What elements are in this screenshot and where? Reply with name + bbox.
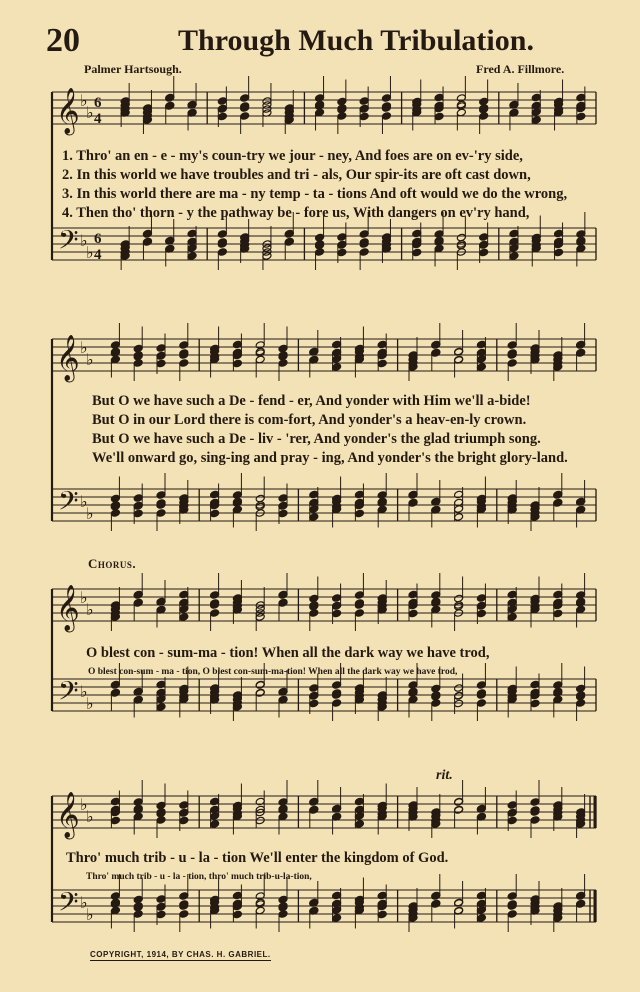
- note-chord: [476, 584, 486, 625]
- note-chord: [165, 219, 175, 267]
- chorus-label: Chorus.: [88, 556, 137, 571]
- ritardando-mark: rit.: [436, 768, 453, 783]
- hymn-title: Through Much Tribulation.: [178, 24, 534, 57]
- verse-1-line-b: But O we have such a De - fend - er, And yonder with Him we'll a-bide!: [92, 393, 531, 409]
- verse-3-line-a: 3. In this world there are ma - ny temp - ta - tions And oft would we do the wrong,: [62, 186, 568, 202]
- note-chord: [576, 573, 586, 628]
- note-chord: [110, 477, 120, 532]
- note-chord: [354, 327, 364, 378]
- note-chord: [507, 480, 517, 524]
- note-chord: [553, 787, 563, 831]
- note-chord: [255, 323, 265, 378]
- flat-icon: ♭: [86, 602, 94, 619]
- note-chord: [278, 878, 288, 933]
- note-chord: [509, 83, 519, 131]
- note-chord: [431, 480, 441, 528]
- verse-4-line-a: 4. Then tho' thorn - y the pathway be - fore us, With dangers on ev'ry hand,: [62, 205, 530, 221]
- note-chord: [553, 337, 563, 381]
- flat-icon: ♭: [86, 506, 94, 523]
- note-chord: [454, 577, 464, 632]
- note-chord: [530, 487, 540, 531]
- time-signature-bottom: 4: [94, 247, 102, 263]
- flat-icon: ♭: [86, 696, 94, 713]
- note-chord: [309, 487, 319, 521]
- note-chord: [179, 480, 189, 524]
- note-chord: [232, 473, 242, 528]
- flat-icon: ♭: [80, 684, 88, 701]
- note-chord: [507, 874, 517, 932]
- note-chord: [576, 480, 586, 528]
- note-chord: [479, 223, 489, 264]
- note-chord: [412, 80, 422, 131]
- note-chord: [156, 677, 166, 711]
- note-chord: [377, 784, 387, 835]
- note-chord: [232, 784, 242, 835]
- note-chord: [381, 76, 391, 134]
- note-chord: [507, 791, 517, 832]
- note-chord: [381, 219, 391, 263]
- final-lyrics-main: Thro' much trib - u - la - tion We'll enter the kingdom of God.: [66, 850, 449, 866]
- note-chord: [179, 874, 189, 932]
- note-chord: [431, 573, 441, 628]
- note-chord: [454, 330, 464, 378]
- flat-icon: ♭: [86, 245, 94, 262]
- flat-icon: ♭: [86, 809, 94, 826]
- note-chord: [454, 487, 464, 521]
- flat-icon: ♭: [80, 233, 88, 250]
- treble-clef-icon: 𝄞: [56, 585, 80, 631]
- chorus-lyrics-echo: O blest con-sum - ma - tion, O blest con-sum-ma-tion! When all the dark way we have trod,: [88, 667, 458, 677]
- flat-icon: ♭: [80, 895, 88, 912]
- note-chord: [576, 794, 586, 838]
- note-chord: [309, 881, 319, 929]
- note-chord: [507, 587, 517, 621]
- note-chord: [553, 888, 563, 932]
- flat-icon: ♭: [80, 494, 88, 511]
- note-chord: [530, 330, 540, 374]
- note-chord: [332, 477, 342, 528]
- note-chord: [255, 587, 265, 631]
- note-chord: [309, 577, 319, 632]
- composer-credit: Fred A. Fillmore.: [476, 62, 565, 76]
- note-chord: [120, 83, 130, 127]
- note-chord: [530, 881, 540, 925]
- flat-icon: ♭: [86, 352, 94, 369]
- hymn-number: 20: [46, 22, 80, 59]
- treble-clef-icon: 𝄞: [56, 335, 80, 381]
- note-chord: [456, 76, 466, 131]
- note-chord: [187, 226, 197, 260]
- note-chord: [309, 330, 319, 378]
- note-chord: [187, 83, 197, 131]
- final-lyrics-echo: Thro' much trib - u - la - tion, thro' much trib-u-la-tion,: [86, 872, 312, 882]
- note-chord: [476, 663, 486, 721]
- note-chord: [431, 794, 441, 838]
- note-chord: [278, 670, 288, 718]
- note-chord: [576, 667, 586, 722]
- note-chord: [133, 670, 143, 718]
- flat-icon: ♭: [80, 93, 88, 110]
- note-chord: [156, 784, 166, 839]
- note-chord: [110, 587, 120, 631]
- verse-4-line-b: We'll onward go, sing-ing and pray - ing, And yonder's the bright glory-land.: [92, 450, 568, 466]
- note-chord: [179, 791, 189, 832]
- flat-icon: ♭: [86, 907, 94, 924]
- flat-icon: ♭: [80, 797, 88, 814]
- note-chord: [240, 219, 250, 263]
- note-chord: [278, 484, 288, 525]
- system-3-staves: [0, 575, 640, 755]
- note-chord: [156, 580, 166, 628]
- note-chord: [179, 323, 189, 381]
- note-chord: [332, 337, 342, 371]
- verse-3-line-b: But O we have such a De - liv - 'rer, And yonder's the glad triumph song.: [92, 431, 541, 447]
- note-chord: [284, 90, 294, 134]
- note-chord: [278, 780, 288, 835]
- note-chord: [554, 80, 564, 131]
- note-chord: [255, 874, 265, 929]
- note-chord: [408, 337, 418, 381]
- time-signature-top: 6: [94, 95, 102, 111]
- verse-2-line-a: 2. In this world we have troubles and tri - als, Our spir-its are oft cast down,: [62, 167, 531, 183]
- note-chord: [332, 787, 342, 835]
- bass-clef-icon: 𝄢: [58, 485, 79, 523]
- note-chord: [142, 90, 152, 134]
- time-signature-top: 6: [94, 231, 102, 247]
- note-chord: [156, 473, 166, 531]
- note-chord: [454, 674, 464, 715]
- note-chord: [456, 216, 466, 271]
- note-chord: [232, 580, 242, 624]
- note-chord: [332, 888, 342, 922]
- note-chord: [408, 787, 418, 831]
- note-chord: [110, 323, 120, 378]
- chorus-lyrics-main: O blest con - sum-ma - tion! When all the dark way we have trod,: [86, 645, 490, 661]
- system-4-staves: [0, 782, 640, 952]
- flat-icon: ♭: [86, 105, 94, 122]
- note-chord: [476, 477, 486, 528]
- flat-icon: ♭: [80, 340, 88, 357]
- note-chord: [377, 677, 387, 721]
- note-chord: [262, 226, 272, 270]
- note-chord: [133, 484, 143, 525]
- note-chord: [262, 83, 272, 127]
- note-chord: [530, 577, 540, 628]
- note-chord: [315, 216, 325, 271]
- note-chord: [509, 226, 519, 260]
- bass-clef-icon: 𝄢: [58, 224, 79, 262]
- note-chord: [332, 584, 342, 625]
- treble-clef-icon: 𝄞: [56, 88, 80, 134]
- note-chord: [210, 794, 220, 828]
- note-chord: [255, 477, 265, 532]
- lyricist-credit: Palmer Hartsough.: [84, 62, 182, 76]
- note-chord: [359, 87, 369, 128]
- note-chord: [120, 226, 130, 270]
- note-chord: [156, 334, 166, 375]
- note-chord: [337, 80, 347, 135]
- time-signature-bottom: 4: [94, 111, 102, 127]
- note-chord: [133, 327, 143, 382]
- note-chord: [133, 780, 143, 835]
- note-chord: [530, 780, 540, 838]
- note-chord: [110, 874, 120, 929]
- note-chord: [210, 327, 220, 378]
- note-chord: [240, 76, 250, 134]
- verse-2-line-b: But O in our Lord there is com-fort, And yonder's a heav-en-ly crown.: [92, 412, 527, 428]
- note-chord: [408, 888, 418, 932]
- note-chord: [454, 881, 464, 929]
- note-chord: [210, 573, 220, 631]
- note-chord: [337, 223, 347, 264]
- copyright-notice: COPYRIGHT, 1914, BY CHAS. H. GABRIEL.: [90, 950, 271, 959]
- flat-icon: ♭: [80, 590, 88, 607]
- note-chord: [476, 337, 486, 371]
- note-chord: [354, 794, 364, 828]
- note-chord: [531, 216, 541, 267]
- bass-clef-icon: 𝄢: [58, 675, 79, 713]
- note-chord: [507, 323, 517, 381]
- note-chord: [531, 90, 541, 124]
- note-chord: [179, 587, 189, 621]
- note-chord: [476, 888, 486, 922]
- note-chord: [576, 212, 586, 267]
- note-chord: [278, 327, 288, 382]
- verse-1-line-a: 1. Thro' an en - e - my's coun-try we jour - ney, And foes are on ev-'ry side,: [62, 148, 523, 164]
- note-chord: [217, 87, 227, 128]
- bass-clef-icon: 𝄢: [58, 886, 79, 924]
- note-chord: [156, 885, 166, 926]
- note-chord: [315, 76, 325, 131]
- note-chord: [210, 878, 220, 929]
- note-chord: [133, 878, 143, 933]
- treble-clef-icon: 𝄞: [56, 792, 80, 838]
- note-chord: [354, 573, 364, 631]
- note-chord: [479, 80, 489, 135]
- note-chord: [507, 667, 517, 718]
- system-1-staves: [0, 78, 640, 290]
- note-chord: [553, 663, 563, 718]
- note-chord: [232, 677, 242, 721]
- note-chord: [354, 878, 364, 929]
- note-chord: [309, 674, 319, 715]
- note-chord: [377, 473, 387, 528]
- note-chord: [377, 580, 387, 624]
- note-chord: [476, 787, 486, 835]
